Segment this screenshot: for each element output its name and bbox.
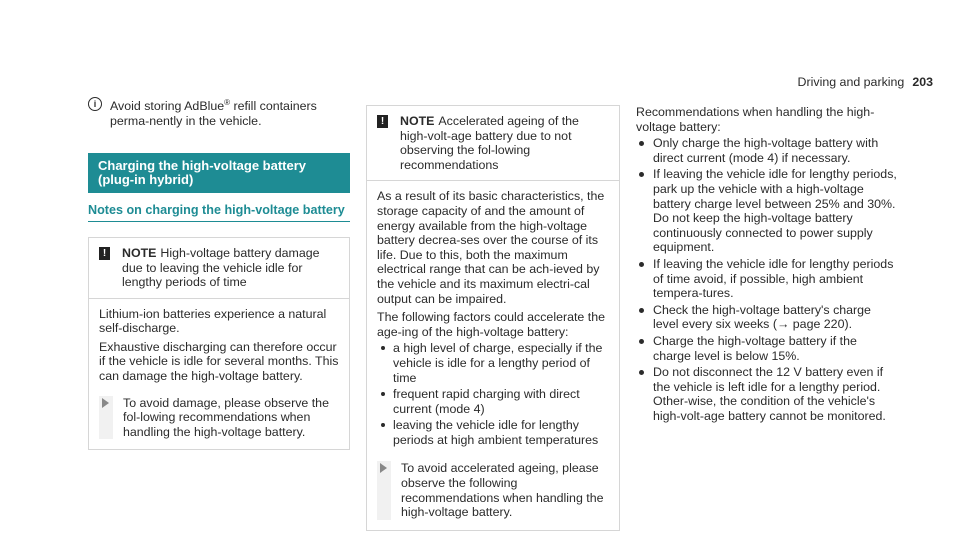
subsection-title: Notes on charging the high-voltage battery [88, 203, 350, 222]
list-item: Charge the high-voltage battery if the charge level is below 15%. [636, 334, 898, 363]
action-text: To avoid damage, please observe the fol-lowing recommendations when handling the high-voltage battery. [123, 395, 329, 439]
warning-note-box [88, 237, 350, 451]
info-note [88, 96, 350, 128]
list-item: leaving the vehicle idle for lengthy periods at high ambient temperatures [377, 418, 609, 447]
action-arrow-icon [102, 398, 109, 408]
column-1 [88, 96, 350, 450]
column-2 [366, 105, 620, 531]
note-heading [89, 238, 349, 298]
note-paragraph: Lithium-ion batteries experience a natural self-discharge. [99, 306, 327, 336]
note-heading-text: High-voltage battery damage due to leaving the vehicle idle for lengthy periods of time [122, 245, 320, 290]
section-name: Driving and parking [797, 75, 905, 89]
warning-note-box [366, 105, 620, 531]
action-step [377, 461, 609, 519]
warning-exclamation-icon: ! [99, 247, 110, 260]
warning-exclamation-icon: ! [377, 115, 388, 128]
action-arrow-icon [380, 463, 387, 473]
page-reference-link[interactable]: page 220 [789, 317, 845, 332]
action-text: To avoid accelerated ageing, please observe the following recommendations when handling the high-voltage battery. [401, 461, 604, 520]
note-body [367, 180, 619, 529]
note-label: NOTE [400, 114, 435, 128]
info-circle-icon: i [88, 97, 102, 111]
recommendation-list [636, 136, 898, 423]
info-text: Avoid storing AdBlue® refill containers perma-nently in the vehicle. [110, 98, 317, 128]
note-body [89, 298, 349, 450]
note-label: NOTE [122, 245, 157, 260]
recommendations-intro: Recommendations when handling the high-voltage battery: [636, 105, 875, 134]
list-item: Do not disconnect the 12 V battery even if the vehicle is left idle for a lengthy period. Other-wise, the condition of the vehicle's high-volt-age battery cannot be monitored. [636, 365, 898, 423]
note-heading [367, 106, 619, 180]
note-paragraph: As a result of its basic characteristics, the storage capacity of and the amount of energy available from the high-voltage battery decrea-ses over the course of its life. Due to this, both the maximum electrical range that can be ach-ieved by the vehicle and its maximum electri-cal output can be impaired. [377, 189, 605, 306]
factor-list [377, 341, 609, 447]
note-heading-text: Accelerated ageing of the high-volt-age battery due to not observing the fol-lowing recommendations [400, 114, 579, 172]
list-item: Check the high-voltage battery's charge level every six weeks (→ page 220). [636, 303, 898, 332]
list-item: Only charge the high-voltage battery with direct current (mode 4) if necessary. [636, 136, 898, 165]
note-paragraph: Exhaustive discharging can therefore occur if the vehicle is idle for several months. This can damage the high-voltage battery. [99, 339, 339, 384]
list-item: If leaving the vehicle idle for lengthy periods of time avoid, if possible, high ambient tempera-tures. [636, 257, 898, 301]
column-3 [636, 105, 898, 423]
action-step [99, 396, 339, 440]
page-header [798, 75, 933, 90]
list-item: a high level of charge, especially if the vehicle is idle for a lengthy period of time [377, 341, 609, 385]
page-number: 203 [912, 75, 933, 89]
note-paragraph: The following factors could accelerate the age-ing of the high-voltage battery: [377, 310, 605, 339]
list-item: If leaving the vehicle idle for lengthy periods, park up the vehicle with a high-voltage battery charge level between 25% and 30%. Do not keep the high-voltage battery continuously connected to power supply equipment. [636, 167, 898, 255]
section-title: Charging the high-voltage battery (plug-in hybrid) [88, 153, 350, 193]
list-item: frequent rapid charging with direct current (mode 4) [377, 387, 609, 416]
cross-reference-arrow-icon: → [776, 317, 790, 332]
